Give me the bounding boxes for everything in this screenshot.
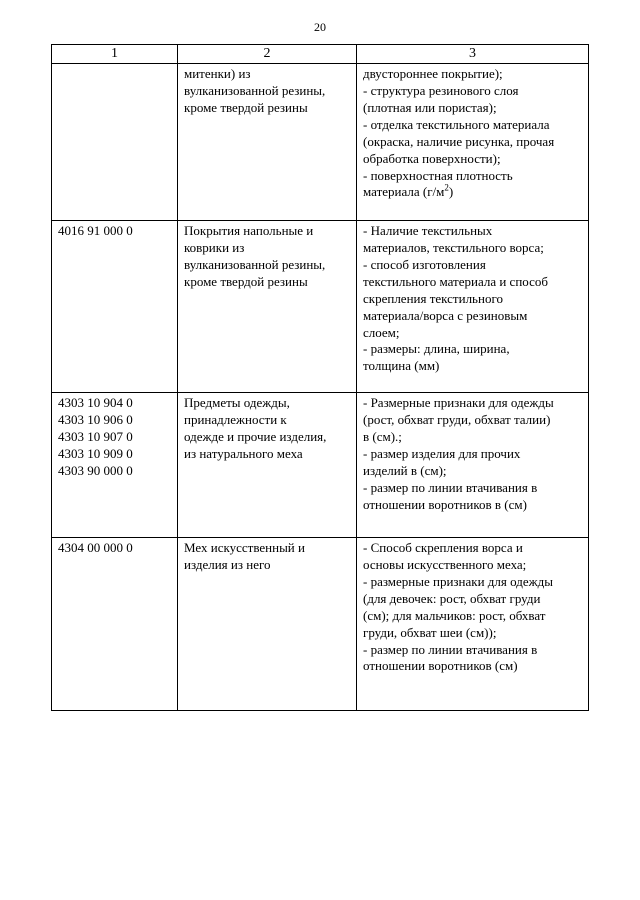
code-line: 4303 10 909 0: [58, 445, 133, 461]
attributes-cell: [357, 221, 589, 393]
attribute-line: - Наличие текстильных: [363, 223, 493, 239]
attribute-line: (см); для мальчиков: рост, обхват: [363, 607, 546, 623]
attribute-line: материала/ворса с резиновым: [363, 307, 528, 323]
attribute-line: - размеры: длина, ширина,: [363, 341, 510, 357]
attribute-line: (окраска, наличие рисунка, прочая: [363, 133, 555, 149]
attribute-text: материала (г/м: [363, 184, 445, 200]
table-row: [52, 221, 589, 393]
code-cell: [52, 393, 178, 538]
attribute-line: основы искусственного меха;: [363, 557, 527, 573]
table-row: [52, 393, 589, 538]
attribute-line: (рост, обхват груди, обхват талии): [363, 412, 551, 428]
code-line: 4303 10 907 0: [58, 428, 133, 444]
attribute-line: груди, обхват шеи (см));: [363, 624, 497, 640]
name-line: митенки) из: [184, 66, 251, 82]
column-header-2: 2: [178, 45, 357, 64]
attribute-line: - размер изделия для прочих: [363, 445, 521, 461]
code-line: 4016 91 000 0: [58, 223, 133, 239]
attribute-line: - структура резинового слоя: [363, 83, 519, 99]
attribute-line: толщина (мм): [363, 358, 440, 374]
attribute-line: скрепления текстильного: [363, 290, 503, 306]
attribute-line: - размер по линии втачивания в: [363, 479, 538, 495]
name-line: кроме твердой резины: [184, 99, 308, 115]
name-line: кроме твердой резины: [184, 273, 308, 289]
attribute-line: - способ изготовления: [363, 256, 486, 272]
code-cell: [52, 221, 178, 393]
name-line: Предметы одежды,: [184, 395, 290, 411]
name-line: вулканизованной резины,: [184, 256, 326, 272]
column-header-3: 3: [357, 45, 589, 64]
page-number: 20: [314, 20, 326, 34]
name-line: принадлежности к: [184, 412, 287, 428]
attribute-line: обработка поверхности);: [363, 150, 501, 166]
name-line: Мех искусственный и: [184, 540, 305, 556]
attribute-line: в (см).;: [363, 428, 402, 444]
attribute-line: - размер по линии втачивания в: [363, 641, 538, 657]
name-line: из натурального меха: [184, 445, 303, 461]
table-row: [52, 538, 589, 711]
code-line: 4303 10 906 0: [58, 412, 133, 428]
attribute-line: (плотная или пористая);: [363, 99, 497, 115]
name-line: коврики из: [184, 240, 245, 256]
name-cell: [178, 221, 357, 393]
attributes-cell: [357, 393, 589, 538]
attribute-line: отношении воротников (см): [363, 658, 518, 674]
unit-superscript: 2: [444, 183, 449, 194]
attribute-line: - Размерные признаки для одежды: [363, 395, 554, 411]
attribute-line: - размерные признаки для одежды: [363, 573, 553, 589]
classification-table: [51, 44, 589, 711]
attributes-cell: [357, 64, 589, 221]
attribute-line: материалов, текстильного ворса;: [363, 240, 544, 256]
code-cell: [52, 64, 178, 221]
column-header-1: 1: [52, 45, 178, 64]
name-line: вулканизованной резины,: [184, 83, 326, 99]
attribute-line: - отделка текстильного материала: [363, 116, 550, 132]
name-cell: [178, 538, 357, 711]
table-row: [52, 64, 589, 221]
attribute-line: двустороннее покрытие);: [363, 66, 503, 82]
code-line: 4303 10 904 0: [58, 395, 133, 411]
name-line: Покрытия напольные и: [184, 223, 314, 239]
attribute-line: слоем;: [363, 324, 400, 340]
attribute-line: текстильного материала и способ: [363, 273, 548, 289]
attribute-line: - поверхностная плотность: [363, 167, 513, 183]
name-cell: [178, 393, 357, 538]
code-cell: [52, 538, 178, 711]
name-line: одежде и прочие изделия,: [184, 428, 327, 444]
attribute-line: (для девочек: рост, обхват груди: [363, 590, 541, 606]
attributes-cell: [357, 538, 589, 711]
attribute-line: изделий в (см);: [363, 462, 447, 478]
name-line: изделия из него: [184, 557, 271, 573]
code-line: 4303 90 000 0: [58, 462, 133, 478]
attribute-text: ): [448, 184, 454, 200]
attribute-line: [363, 184, 582, 201]
name-cell: [178, 64, 357, 221]
attribute-line: отношении воротников в (см): [363, 496, 527, 512]
table-header-row: [52, 45, 589, 64]
attribute-line: - Способ скрепления ворса и: [363, 540, 523, 556]
code-line: 4304 00 000 0: [58, 540, 133, 556]
